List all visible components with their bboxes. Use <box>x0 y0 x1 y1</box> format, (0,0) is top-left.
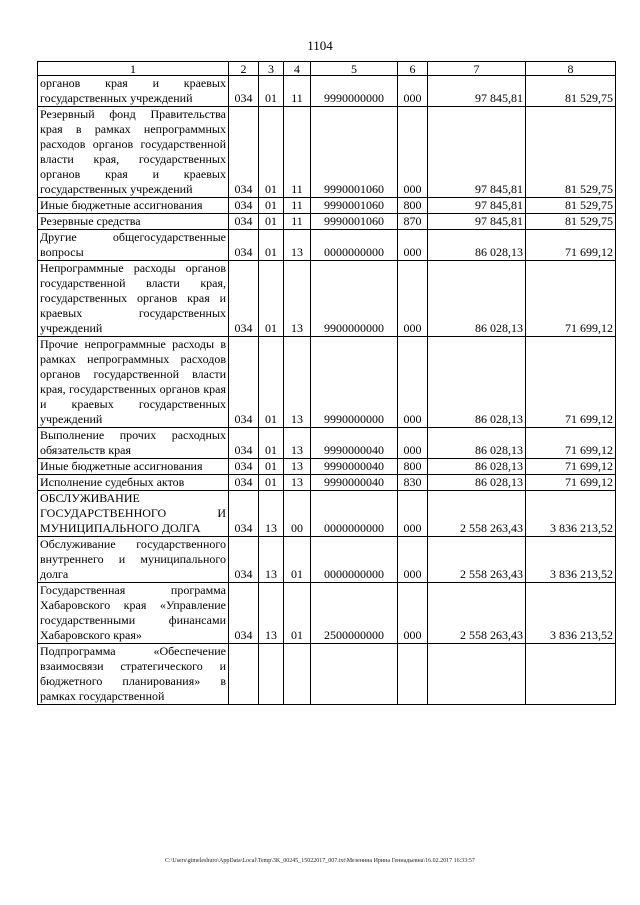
target-article-cell: 9990000040 <box>311 428 398 459</box>
amount-col8-cell: 81 529,75 <box>526 107 616 198</box>
expense-type-cell: 000 <box>398 261 428 337</box>
target-article-cell: 9990001060 <box>311 214 398 230</box>
target-article-cell: 2500000000 <box>311 583 398 644</box>
section-cell: 13 <box>259 491 284 537</box>
target-article-cell: 9990001060 <box>311 198 398 214</box>
admin-code-cell: 034 <box>229 214 259 230</box>
subsection-cell: 01 <box>284 537 311 583</box>
table-row <box>38 76 616 107</box>
expense-type-cell: 000 <box>398 491 428 537</box>
row-name-cell: Резервные средства <box>38 214 229 230</box>
header-cell-7: 7 <box>428 62 526 76</box>
row-name-cell: Государственная программа Хабаровского края «Управление государственными финансами Хабаровского края» <box>38 583 229 644</box>
table-row <box>38 537 616 583</box>
admin-code-cell: 034 <box>229 537 259 583</box>
section-cell: 01 <box>259 428 284 459</box>
expense-type-cell: 800 <box>398 198 428 214</box>
amount-col7-cell: 97 845,81 <box>428 76 526 107</box>
subsection-cell: 13 <box>284 337 311 428</box>
expense-type-cell: 800 <box>398 459 428 475</box>
admin-code-cell: 034 <box>229 76 259 107</box>
admin-code-cell: 034 <box>229 428 259 459</box>
table-row <box>38 583 616 644</box>
amount-col7-cell: 86 028,13 <box>428 428 526 459</box>
admin-code-cell: 034 <box>229 198 259 214</box>
header-cell-5: 5 <box>311 62 398 76</box>
subsection-cell: 11 <box>284 214 311 230</box>
amount-col8-cell: 71 699,12 <box>526 337 616 428</box>
budget-table <box>37 61 616 705</box>
amount-col7-cell: 97 845,81 <box>428 198 526 214</box>
subsection-cell: 00 <box>284 491 311 537</box>
target-article-cell: 0000000000 <box>311 537 398 583</box>
table-row <box>38 428 616 459</box>
expense-type-cell: 870 <box>398 214 428 230</box>
table-row <box>38 261 616 337</box>
subsection-cell: 11 <box>284 107 311 198</box>
admin-code-cell: 034 <box>229 475 259 491</box>
amount-col8-cell <box>526 644 616 705</box>
header-cell-2: 2 <box>229 62 259 76</box>
admin-code-cell: 034 <box>229 583 259 644</box>
amount-col7-cell: 2 558 263,43 <box>428 583 526 644</box>
row-name-cell: Выполнение прочих расходных обязательств края <box>38 428 229 459</box>
admin-code-cell: 034 <box>229 230 259 261</box>
subsection-cell: 13 <box>284 459 311 475</box>
amount-col7-cell: 86 028,13 <box>428 459 526 475</box>
amount-col7-cell: 97 845,81 <box>428 107 526 198</box>
section-cell <box>259 644 284 705</box>
header-cell-6: 6 <box>398 62 428 76</box>
amount-col8-cell: 71 699,12 <box>526 475 616 491</box>
amount-col7-cell: 2 558 263,43 <box>428 537 526 583</box>
row-name-cell: Иные бюджетные ассигнования <box>38 459 229 475</box>
amount-col7-cell: 86 028,13 <box>428 261 526 337</box>
amount-col7-cell <box>428 644 526 705</box>
amount-col8-cell: 71 699,12 <box>526 230 616 261</box>
expense-type-cell: 000 <box>398 583 428 644</box>
table-row <box>38 475 616 491</box>
expense-type-cell: 000 <box>398 337 428 428</box>
section-cell: 01 <box>259 214 284 230</box>
expense-type-cell: 000 <box>398 230 428 261</box>
section-cell: 13 <box>259 537 284 583</box>
amount-col8-cell: 71 699,12 <box>526 428 616 459</box>
section-cell: 01 <box>259 107 284 198</box>
row-name-cell: Обслуживание государственного внутреннего и муниципального долга <box>38 537 229 583</box>
admin-code-cell: 034 <box>229 337 259 428</box>
admin-code-cell: 034 <box>229 261 259 337</box>
expense-type-cell: 000 <box>398 428 428 459</box>
admin-code-cell: 034 <box>229 107 259 198</box>
section-cell: 01 <box>259 261 284 337</box>
amount-col8-cell: 3 836 213,52 <box>526 537 616 583</box>
subsection-cell: 13 <box>284 261 311 337</box>
row-name-cell: Другие общегосударственные вопросы <box>38 230 229 261</box>
amount-col8-cell: 71 699,12 <box>526 261 616 337</box>
target-article-cell: 0000000000 <box>311 230 398 261</box>
table-row <box>38 459 616 475</box>
section-cell: 01 <box>259 337 284 428</box>
subsection-cell: 01 <box>284 583 311 644</box>
section-cell: 01 <box>259 198 284 214</box>
admin-code-cell <box>229 644 259 705</box>
expense-type-cell: 830 <box>398 475 428 491</box>
amount-col8-cell: 3 836 213,52 <box>526 583 616 644</box>
table-row <box>38 644 616 705</box>
row-name-cell: Иные бюджетные ассигнования <box>38 198 229 214</box>
subsection-cell: 13 <box>284 475 311 491</box>
admin-code-cell: 034 <box>229 491 259 537</box>
header-cell-3: 3 <box>259 62 284 76</box>
header-cell-4: 4 <box>284 62 311 76</box>
amount-col7-cell: 86 028,13 <box>428 230 526 261</box>
subsection-cell: 11 <box>284 198 311 214</box>
section-cell: 01 <box>259 475 284 491</box>
amount-col7-cell: 2 558 263,43 <box>428 491 526 537</box>
row-name-cell: Резервный фонд Правительства края в рамках непрограммных расходов органов государственной власти края, государственных органов края и краевых государственных учреждений <box>38 107 229 198</box>
subsection-cell <box>284 644 311 705</box>
header-cell-1: 1 <box>38 62 229 76</box>
subsection-cell: 11 <box>284 76 311 107</box>
table-row <box>38 491 616 537</box>
table-row <box>38 214 616 230</box>
subsection-cell: 13 <box>284 230 311 261</box>
table-row <box>38 230 616 261</box>
target-article-cell: 9900000000 <box>311 261 398 337</box>
section-cell: 01 <box>259 230 284 261</box>
target-article-cell: 9990000000 <box>311 337 398 428</box>
amount-col7-cell: 86 028,13 <box>428 475 526 491</box>
page-number: 1104 <box>307 38 333 53</box>
target-article-cell: 9990001060 <box>311 107 398 198</box>
section-cell: 13 <box>259 583 284 644</box>
amount-col8-cell: 71 699,12 <box>526 459 616 475</box>
expense-type-cell: 000 <box>398 107 428 198</box>
expense-type-cell: 000 <box>398 537 428 583</box>
header-cell-8: 8 <box>526 62 616 76</box>
row-name-cell: Прочие непрограммные расходы в рамках непрограммных расходов органов государственной власти края, государственных органов края и краевых государственных учреждений <box>38 337 229 428</box>
table-row <box>38 198 616 214</box>
admin-code-cell: 034 <box>229 459 259 475</box>
table-row <box>38 107 616 198</box>
target-article-cell: 9990000040 <box>311 459 398 475</box>
section-cell: 01 <box>259 459 284 475</box>
amount-col8-cell: 3 836 213,52 <box>526 491 616 537</box>
target-article-cell: 9990000040 <box>311 475 398 491</box>
target-article-cell: 9990000000 <box>311 76 398 107</box>
row-name-cell: органов края и краевых государственных учреждений <box>38 76 229 107</box>
target-article-cell: 0000000000 <box>311 491 398 537</box>
expense-type-cell <box>398 644 428 705</box>
subsection-cell: 13 <box>284 428 311 459</box>
amount-col7-cell: 86 028,13 <box>428 337 526 428</box>
row-name-cell: Подпрограмма «Обеспечение взаимосвязи стратегического и бюджетного планирования» в рамках государственной <box>38 644 229 705</box>
target-article-cell <box>311 644 398 705</box>
amount-col8-cell: 81 529,75 <box>526 214 616 230</box>
amount-col7-cell: 97 845,81 <box>428 214 526 230</box>
expense-type-cell: 000 <box>398 76 428 107</box>
amount-col8-cell: 81 529,75 <box>526 198 616 214</box>
amount-col8-cell: 81 529,75 <box>526 76 616 107</box>
row-name-cell: Исполнение судебных актов <box>38 475 229 491</box>
table-row <box>38 337 616 428</box>
header-row <box>38 62 616 76</box>
section-cell: 01 <box>259 76 284 107</box>
file-path-footer: C:\Users\gimeleshuro\AppData\Local\Temp\3K_00245_15022017_007.txt\Мезенина Ирина Геннадьевна\16.02.2017 16:33:57 <box>165 858 475 864</box>
row-name-cell: Непрограммные расходы органов государственной власти края, государственных органов края и краевых государственных учреждений <box>38 261 229 337</box>
row-name-cell: ОБСЛУЖИВАНИЕ ГОСУДАРСТВЕННОГО И МУНИЦИПАЛЬНОГО ДОЛГА <box>38 491 229 537</box>
